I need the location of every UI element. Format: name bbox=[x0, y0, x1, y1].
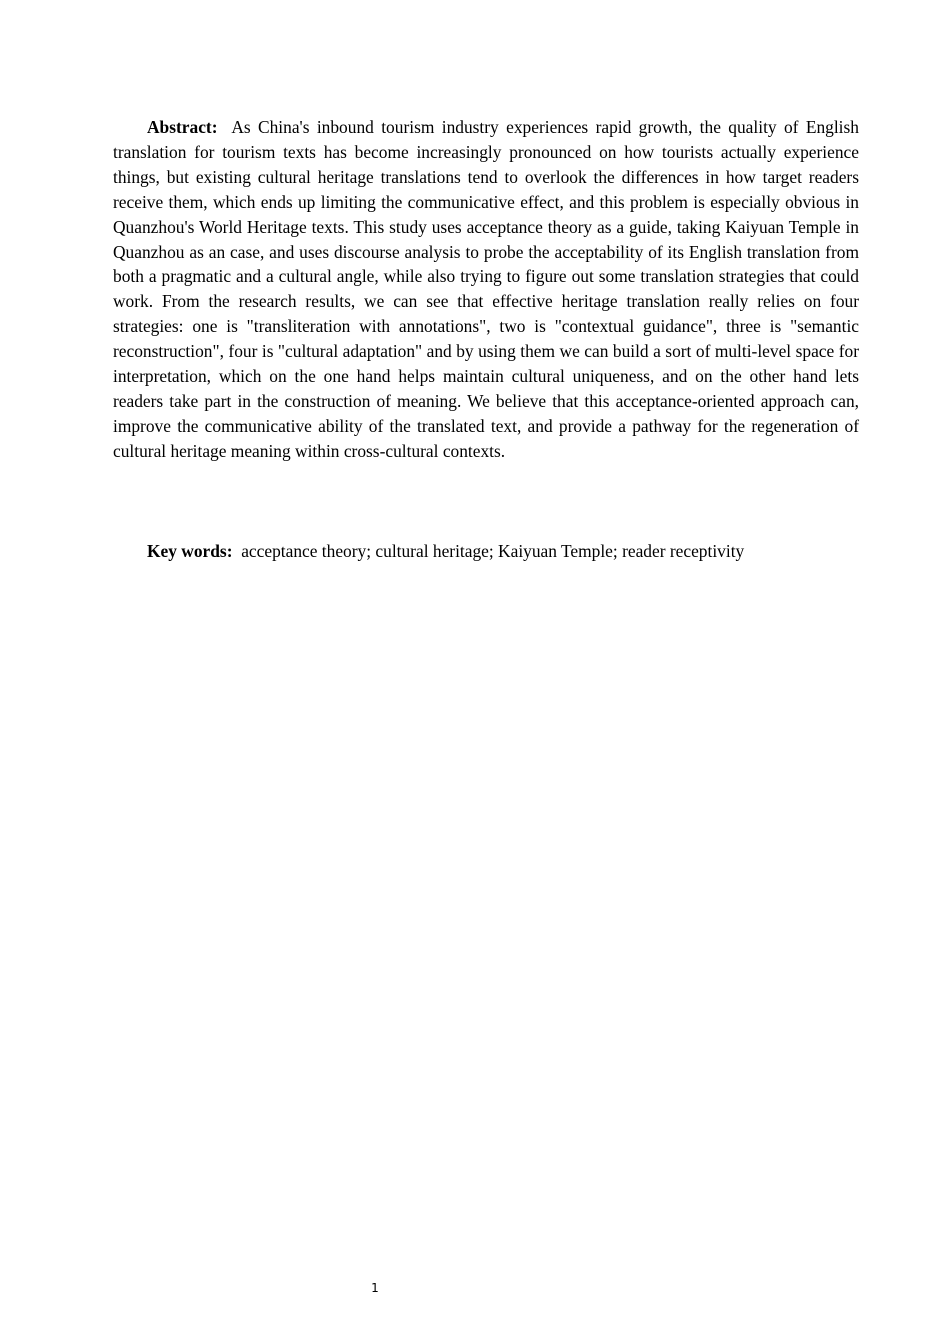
abstract-paragraph bbox=[113, 115, 859, 464]
abstract-text: As China's inbound tourism industry experiences rapid growth, the quality of English translation for tourism texts has become increasingly pronounced on how tourists actually experience things, but existing cultural heritage translations tend to overlook the differences in how target readers receive them, which ends up limiting the communicative effect, and this problem is especially obvious in Quanzhou's World Heritage texts. This study uses acceptance theory as a guide, taking Kaiyuan Temple in Quanzhou as an case, and uses discourse analysis to probe the acceptability of its English translation from both a pragmatic and a cultural angle, while also trying to figure out some translation strategies that could work. From the research results, we can see that effective heritage translation really relies on four strategies: one is "transliteration with annotations", two is "contextual guidance", three is "semantic reconstruction", four is "cultural adaptation" and by using them we can build a sort of multi-level space for interpretation, which on the one hand helps maintain cultural uniqueness, and on the other hand lets readers take part in the construction of meaning. We believe that this acceptance-oriented approach can, improve the communicative ability of the translated text, and provide a pathway for the regeneration of cultural heritage meaning within cross-cultural contexts. bbox=[113, 117, 859, 461]
page-number: 1 bbox=[371, 1281, 379, 1295]
keywords-label: Key words: bbox=[147, 541, 233, 561]
keywords-paragraph bbox=[113, 539, 859, 564]
abstract-label: Abstract: bbox=[147, 117, 218, 137]
keywords-text: acceptance theory; cultural heritage; Kaiyuan Temple; reader receptivity bbox=[241, 541, 745, 561]
